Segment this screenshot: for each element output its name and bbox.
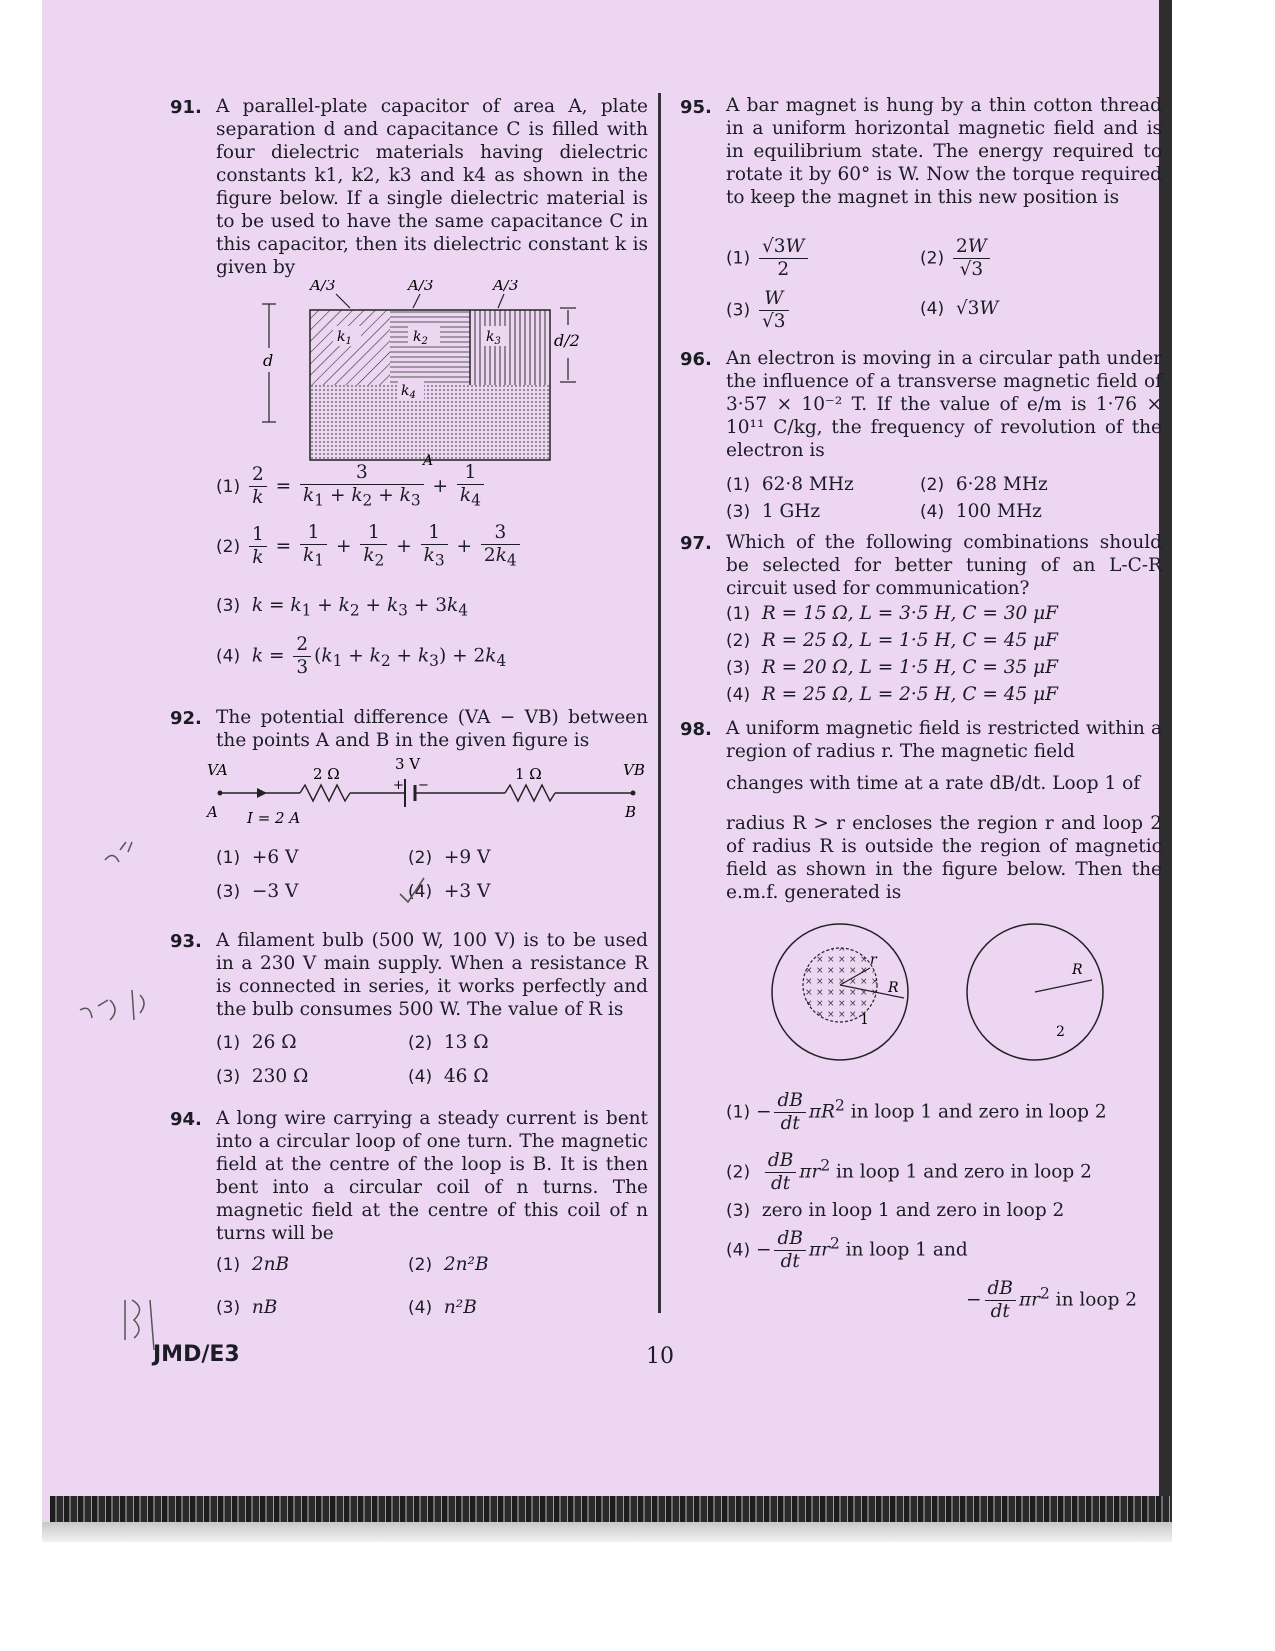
svg-text:1: 1 — [860, 1012, 869, 1028]
svg-text:2 Ω: 2 Ω — [313, 765, 340, 783]
label-k4: $k_4$ — [401, 383, 416, 401]
region-k3 — [470, 310, 550, 385]
question-text-b: changes with time at a rate dB/dt. Loop 1 of — [726, 773, 1141, 794]
option-2[interactable]: (2) 13 Ω — [408, 1032, 489, 1053]
top-label-a3-2: A/3 — [408, 280, 434, 294]
label-k1: $k_1$ — [337, 329, 352, 347]
page-number: 10 — [646, 1344, 674, 1369]
circuit-figure — [205, 755, 645, 835]
question-text: A parallel-plate capacitor of area A, plate separation d and capacitance C is filled with four dielectric materials having dielectric constants k1, k2, k3 and k4 as shown in the figure below. If a single dielectric material is to be used to have the same capacitance C in this capacitor, then its dielectric constant k is given by — [216, 96, 648, 278]
paper-code: JMD/E3 — [153, 1342, 240, 1367]
svg-text:VB: VB — [623, 761, 645, 779]
question-number: 92. — [170, 708, 202, 729]
scan-edge-bottom — [42, 1522, 1172, 1542]
svg-text:−: − — [418, 778, 429, 793]
question-number: 97. — [680, 533, 712, 554]
option-3[interactable]: (3) −3 V — [216, 881, 299, 902]
option-4[interactable]: (4) +3 V — [408, 881, 491, 902]
option-3[interactable]: (3) zero in loop 1 and zero in loop 2 — [726, 1200, 1065, 1221]
option-2[interactable]: (2) 6·28 MHz — [920, 474, 1048, 495]
question-text-c: radius R > r encloses the region r and loop 2 of radius R is outside the region of magnetic field as shown in the figure below. Then the e.m.f. generated is — [726, 813, 1162, 903]
question-text: An electron is moving in a circular path under the influence of a transverse magnetic field of 3·57 × 10⁻² T. If the value of e/m is 1·76 × 10¹¹ C/kg, the frequency of revolution of the electron is — [726, 348, 1162, 461]
option-3[interactable]: (3) 1 GHz — [726, 501, 821, 522]
loops-figure — [770, 920, 1110, 1070]
svg-text:VA: VA — [207, 761, 228, 779]
label-d-half: d/2 — [554, 331, 580, 350]
option-4[interactable]: (4) k = $\frac{2}{3}$ $(k_1 + k_2 + k_3) + 2k_4$ — [216, 634, 507, 678]
option-1[interactable]: (1) 2nB — [216, 1254, 290, 1275]
option-2[interactable]: (2) $\frac{1}{k}$ = $\frac{1}{k_1}$ + $\frac{1}{k_2}$ + $\frac{1}{k_3}$ + $\frac{3}{2k_4}$ — [216, 522, 523, 572]
scan-edge-right — [1159, 0, 1172, 1530]
question-number: 93. — [170, 931, 202, 952]
option-1[interactable]: (1) +6 V — [216, 847, 299, 868]
question-number: 98. — [680, 719, 712, 740]
svg-text:A: A — [207, 803, 218, 821]
label-k3: $k_3$ — [486, 329, 501, 347]
region-k1 — [310, 310, 390, 385]
svg-text:R: R — [1072, 962, 1083, 978]
label-A: A — [423, 453, 434, 469]
top-label-a3-3: A/3 — [493, 280, 519, 294]
question-number: 96. — [680, 349, 712, 370]
option-3[interactable]: (3) $\frac{W}{√3}$ — [726, 288, 792, 333]
svg-text:1 Ω: 1 Ω — [515, 765, 542, 783]
option-1[interactable]: (1) 62·8 MHz — [726, 474, 854, 495]
option-3[interactable]: (3) nB — [216, 1297, 278, 1318]
svg-text:I = 2 A: I = 2 A — [247, 809, 301, 827]
question-text: A filament bulb (500 W, 100 V) is to be used in a 230 V main supply. When a resistance R is connected in series, it works perfectly and the bulb consumes 500 W. The value of R is — [216, 930, 648, 1020]
option-4[interactable]: (4) 100 MHz — [920, 501, 1042, 522]
option-4[interactable]: (4) R = 25 Ω, L = 2·5 H, C = 45 μF — [726, 684, 1059, 705]
capacitor-figure — [258, 280, 608, 470]
svg-text:r: r — [870, 952, 877, 968]
question-text: Which of the following combinations should be selected for better tuning of an L-C-R circuit used for communication? — [726, 532, 1162, 599]
region-k2 — [390, 310, 470, 385]
option-1[interactable]: (1) $\frac{2}{k}$ = $\frac{3}{k_1 + k_2 + k_3}$ + $\frac{1}{k_4}$ — [216, 462, 487, 512]
column-divider — [658, 93, 661, 1313]
option-2[interactable]: (2) +9 V — [408, 847, 491, 868]
scan-bottom-bar — [50, 1496, 1170, 1522]
svg-text:R: R — [888, 980, 899, 996]
svg-text:B: B — [625, 803, 637, 821]
option-1[interactable]: (1) 26 Ω — [216, 1032, 297, 1053]
option-4[interactable]: (4) √3W — [920, 298, 999, 319]
option-2[interactable]: (2) $\frac{2W}{√3}$ — [920, 236, 993, 281]
svg-text:2: 2 — [1056, 1024, 1065, 1040]
svg-text:+: + — [393, 778, 404, 793]
option-2[interactable]: (2) 2n²B — [408, 1254, 489, 1275]
option-4[interactable]: (4) − $\frac{dB}{dt}$ $\pi r^2$ in loop 1 and — [726, 1228, 968, 1272]
svg-text:3 V: 3 V — [395, 755, 421, 773]
label-k2: $k_2$ — [413, 329, 428, 347]
option-4[interactable]: (4) n²B — [408, 1297, 477, 1318]
question-number: 91. — [170, 97, 202, 118]
answer-tick — [396, 872, 430, 906]
option-1[interactable]: (1) − $\frac{dB}{dt}$ $\pi R^2$ in loop 1 and zero in loop 2 — [726, 1090, 1107, 1134]
option-4[interactable]: (4) 46 Ω — [408, 1066, 489, 1087]
option-3[interactable]: (3) 230 Ω — [216, 1066, 309, 1087]
top-label-a3-1: A/3 — [310, 280, 336, 294]
label-d: d — [263, 351, 274, 370]
option-1[interactable]: (1) R = 15 Ω, L = 3·5 H, C = 30 μF — [726, 603, 1059, 624]
option-3[interactable]: (3) R = 20 Ω, L = 1·5 H, C = 35 μF — [726, 657, 1059, 678]
handwritten-marks — [70, 830, 180, 1390]
option-4-continued: − $\frac{dB}{dt}$ $\pi r^2$ in loop 2 — [966, 1278, 1138, 1322]
question-text-a: A uniform magnetic field is restricted within a region of radius r. The magnetic field — [726, 718, 1162, 762]
option-2[interactable]: (2) R = 25 Ω, L = 1·5 H, C = 45 μF — [726, 630, 1059, 651]
question-number: 95. — [680, 97, 712, 118]
question-text: The potential difference (VA − VB) between the points A and B in the given figure is — [216, 707, 648, 751]
question-text: A long wire carrying a steady current is bent into a circular loop of one turn. The magnetic field at the centre of the loop is B. It is then bent into a circular coil of n turns. The magnetic field at the centre of this coil of n turns will be — [216, 1108, 648, 1244]
option-3[interactable]: (3) $k = k_1 + k_2 + k_3 + 3k_4$ — [216, 595, 469, 620]
option-2[interactable]: (2) $\frac{dB}{dt}$ $\pi r^2$ in loop 1 and zero in loop 2 — [726, 1150, 1092, 1194]
question-text: A bar magnet is hung by a thin cotton thread in a uniform horizontal magnetic field and is in equilibrium state. The energy required to rotate it by 60° is W. Now the torque required to keep the magnet in this new position is — [726, 95, 1162, 208]
question-number: 94. — [170, 1109, 202, 1130]
option-1[interactable]: (1) $\frac{√3W}{2}$ — [726, 236, 811, 281]
region-k4 — [310, 385, 550, 460]
